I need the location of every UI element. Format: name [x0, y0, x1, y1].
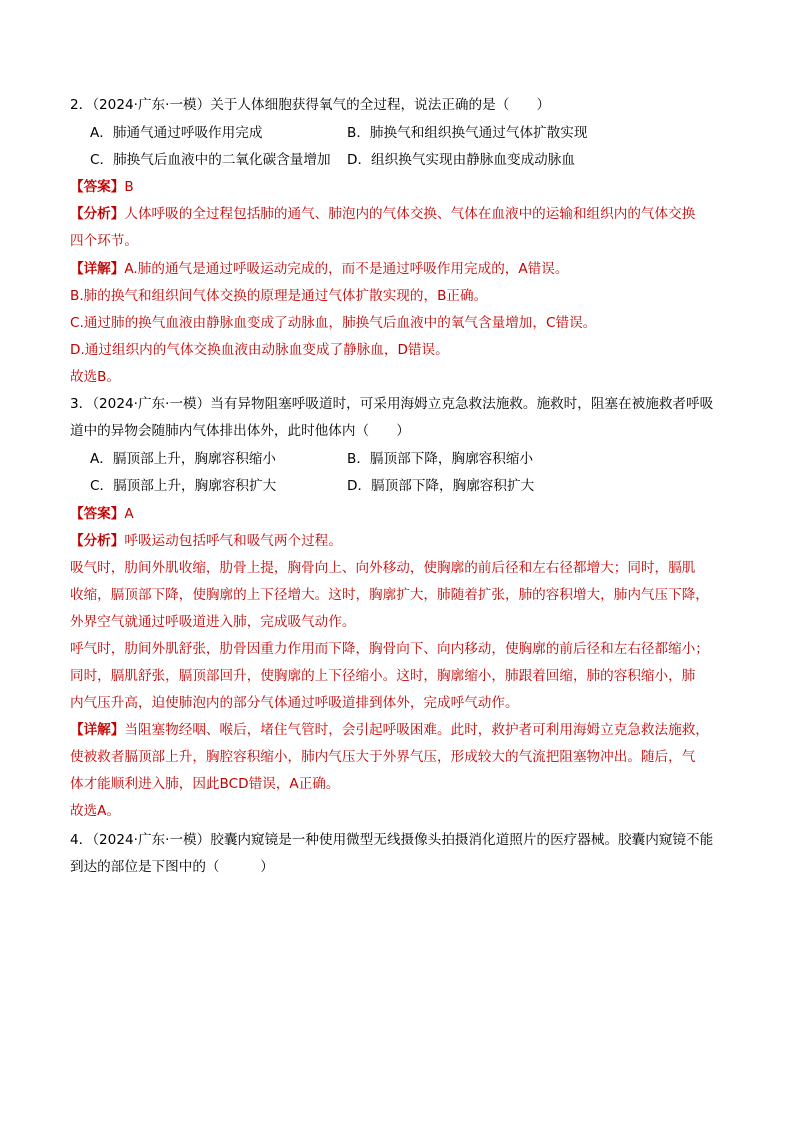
- q2-detail-line-3: C.通过肺的换气血液由静脉血变成了动脉血，肺换气后血液中的氧气含量增加，C错误。: [70, 315, 597, 331]
- q3-analysis-line-7: 内气压升高，迫使肺泡内的部分气体通过呼吸道排到体外，完成呼气动作。: [70, 695, 519, 711]
- q2-option-d: D．组织换气实现由静脉血变成动脉血: [347, 152, 575, 168]
- q3-detail-line-3: 体才能顺利进入肺，因此BCD错误，A正确。: [70, 776, 340, 792]
- answer-value: B: [124, 179, 134, 195]
- q2-analysis-line-2: 四个环节。: [70, 233, 138, 249]
- q3-detail-line-1: [70, 721, 709, 739]
- q2-detail-line-1: [70, 260, 568, 278]
- q2-detail-line-2: B.肺的换气和组织间气体交换的原理是通过气体扩散实现的，B正确。: [70, 288, 488, 304]
- detail-text: A.肺的通气是通过呼吸运动完成的，而不是通过呼吸作用完成的，A错误。: [124, 261, 569, 277]
- analysis-tag: 【分析】: [70, 206, 125, 222]
- q3-analysis-line-5: 呼气时，肋间外肌舒张，肋骨因重力作用而下降，胸骨向下、向内移动，使胸廓的前后径和左右径都缩小；: [70, 641, 709, 657]
- answer-value: A: [124, 506, 134, 522]
- q3-option-b: B．膈顶部下降，胸廓容积缩小: [347, 451, 534, 467]
- q3-detail-line-2: 使被救者膈顶部上升，胸腔容积缩小，肺内气压大于外界气压，形成较大的气流把阻塞物冲出。随后，气: [70, 749, 696, 765]
- q4-stem-line-2: 到达的部位是下图中的（ ）: [70, 859, 274, 875]
- analysis-text: 呼吸运动包括呼气和吸气两个过程。: [124, 533, 342, 549]
- q2-option-b: B．肺换气和组织换气通过气体扩散实现: [347, 125, 588, 141]
- q3-answer-line: [70, 505, 134, 523]
- detail-text: 当阻塞物经咽、喉后，堵住气管时，会引起呼吸困难。此时，救护者可利用海姆立克急救法施救，: [124, 722, 709, 738]
- analysis-tag: 【分析】: [70, 533, 125, 549]
- q3-option-a: A．膈顶部上升，胸廓容积缩小: [90, 451, 277, 467]
- q2-analysis-line-1: [70, 205, 695, 223]
- q3-analysis-line-6: 同时，膈肌舒张，膈顶部回升，使胸廓的上下径缩小。这时，胸廓缩小，肺跟着回缩，肺的容积缩小，肺: [70, 668, 696, 684]
- detail-tag: 【详解】: [70, 261, 125, 277]
- q2-option-c: C．肺换气后血液中的二氧化碳含量增加: [90, 152, 331, 168]
- q2-detail-line-4: D.通过组织内的气体交换血液由动脉血变成了静脉血，D错误。: [70, 342, 449, 358]
- detail-tag: 【详解】: [70, 722, 125, 738]
- q4-stem-line-1: 4．（2024·广东·一模）胶囊内窥镜是一种使用微型无线摄像头拍摄消化道照片的医疗器械。胶囊内窥镜不能: [70, 832, 714, 848]
- q2-option-a: A．肺通气通过呼吸作用完成: [90, 125, 263, 141]
- q3-analysis-line-1: [70, 532, 342, 550]
- q3-analysis-line-3: 收缩，膈顶部下降，使胸廓的上下径增大。这时，胸廓扩大，肺随着扩张，肺的容积增大，肺内气压下降，: [70, 587, 709, 603]
- q3-analysis-line-2: 吸气时，肋间外肌收缩，肋骨上提，胸骨向上、向外移动，使胸廓的前后径和左右径都增大；同时，膈肌: [70, 560, 696, 576]
- q3-stem-line-2: 道中的异物会随肺内气体排出体外，此时他体内（ ）: [70, 423, 410, 439]
- answer-tag: 【答案】: [70, 506, 125, 522]
- q3-analysis-line-4: 外界空气就通过呼吸道进入肺，完成吸气动作。: [70, 614, 356, 630]
- q3-stem-line-1: 3．（2024·广东·一模）当有异物阻塞呼吸道时，可采用海姆立克急救法施救。施救时，阻塞在被施救者呼吸: [70, 396, 714, 412]
- q3-option-d: D．膈顶部下降，胸廓容积扩大: [347, 478, 535, 494]
- analysis-text: 人体呼吸的全过程包括肺的通气、肺泡内的气体交换、气体在血液中的运输和组织内的气体交换: [124, 206, 696, 222]
- q3-option-c: C．膈顶部上升，胸廓容积扩大: [90, 478, 277, 494]
- answer-tag: 【答案】: [70, 179, 125, 195]
- q2-conclusion: 故选B。: [70, 369, 121, 385]
- q2-stem: 2．（2024·广东·一模）关于人体细胞获得氧气的全过程，说法正确的是（ ）: [70, 97, 551, 113]
- q3-conclusion: 故选A。: [70, 803, 121, 819]
- q2-answer-line: [70, 178, 134, 196]
